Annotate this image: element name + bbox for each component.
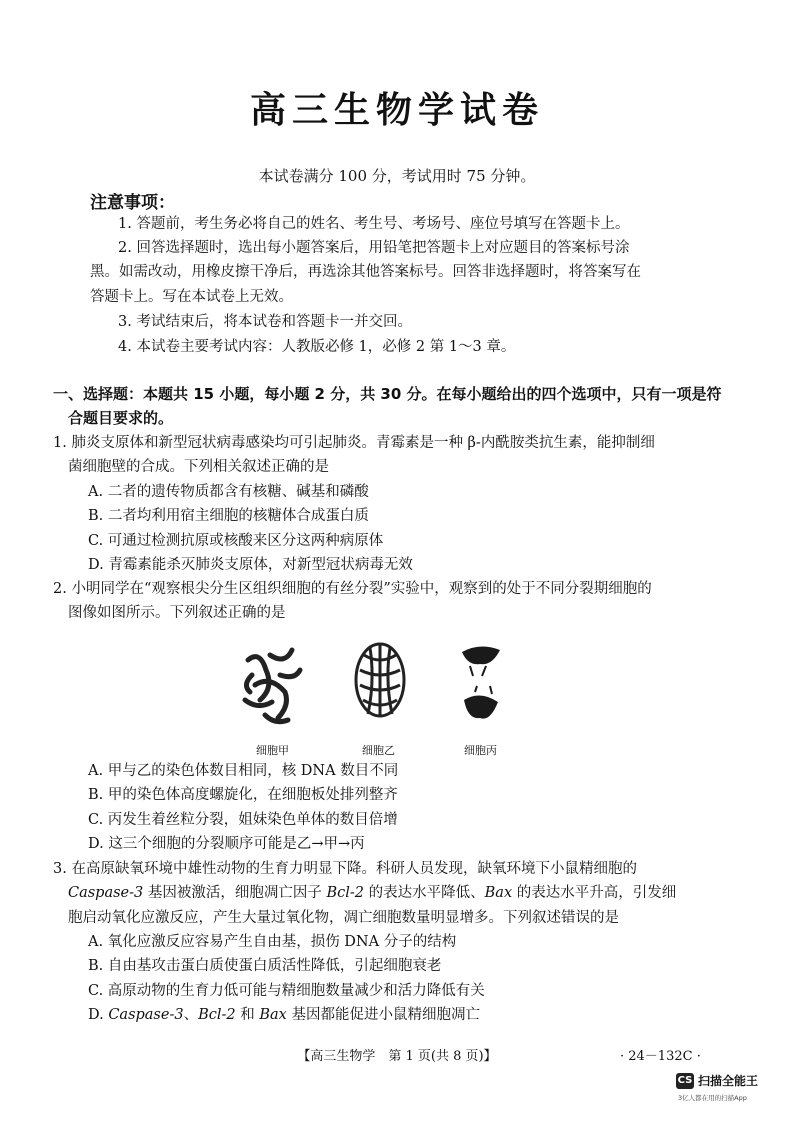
gene-bax: Bax bbox=[259, 1007, 287, 1023]
question-1-option-c: C. 可通过检测抗原或核酸来区分这两种病原体 bbox=[88, 533, 384, 549]
gene-caspase3: Caspase-3 bbox=[108, 1007, 184, 1023]
stem-text: 基因被激活，细胞凋亡因子 bbox=[143, 885, 327, 901]
stem-text: 的表达水平降低、 bbox=[364, 885, 485, 901]
question-3-option-c: C. 高原动物的生育力低可能与精细胞数量减少和活力降低有关 bbox=[88, 983, 485, 999]
figure-label-jia: 细胞甲 bbox=[256, 744, 289, 757]
question-3-option-a: A. 氧化应激反应容易产生自由基，损伤 DNA 分子的结构 bbox=[88, 934, 457, 950]
option-text: 基因都能促进小鼠精细胞凋亡 bbox=[286, 1007, 480, 1023]
question-3-stem-cont2: 胞启动氧化应激反应，产生大量过氧化物，凋亡细胞数量明显增多。下列叙述错误的是 bbox=[68, 910, 619, 926]
section-heading: 一、选择题：本题共 15 小题，每小题 2 分，共 30 分。在每小题给出的四个选项中，只有一项是符 bbox=[53, 385, 722, 403]
question-2-stem-cont: 图像如图所示。下列叙述正确的是 bbox=[68, 605, 286, 621]
notice-line: 答题卡上。写在本试卷上无效。 bbox=[90, 289, 293, 305]
scanner-logo-icon: CS bbox=[676, 1073, 694, 1089]
question-1-option-a: A. 二者的遗传物质都含有核糖、碱基和磷酸 bbox=[88, 484, 369, 500]
figure-label-yi: 细胞乙 bbox=[362, 744, 395, 757]
figure-label-bing: 细胞丙 bbox=[464, 744, 497, 757]
question-1-stem: 1. 肺炎支原体和新型冠状病毒感染均可引起肺炎。青霉素是一种 β-内酰胺类抗生素，能抑制细 bbox=[53, 435, 655, 451]
page-footer: 【高三生物学 第 1 页(共 8 页)】 bbox=[297, 1049, 497, 1064]
gene-caspase3: Caspase-3 bbox=[68, 885, 144, 901]
question-3-stem-cont bbox=[68, 881, 676, 905]
scanner-tagline: 3亿人都在用的扫描App bbox=[678, 1094, 747, 1102]
notice-line: 2. 回答选择题时，选出每小题答案后，用铅笔把答题卡上对应题目的答案标号涂 bbox=[118, 240, 630, 256]
question-1-option-d: D. 青霉素能杀灭肺炎支原体，对新型冠状病毒无效 bbox=[88, 557, 413, 573]
exam-info: 本试卷满分 100 分，考试用时 75 分钟。 bbox=[258, 167, 536, 185]
separator: 、 bbox=[183, 1007, 199, 1023]
question-3-stem: 3. 在高原缺氧环境中雄性动物的生育力明显下降。科研人员发现，缺氧环境下小鼠精细胞的 bbox=[53, 861, 637, 877]
notice-line: 4. 本试卷主要考试内容：人教版必修 1，必修 2 第 1～3 章。 bbox=[118, 339, 516, 355]
gene-bcl2: Bcl-2 bbox=[198, 1007, 236, 1023]
question-2-stem: 2. 小明同学在“观察根尖分生区组织细胞的有丝分裂”实验中，观察到的处于不同分裂期细胞的 bbox=[53, 581, 652, 597]
question-2-option-c: C. 丙发生着丝粒分裂，姐妹染色单体的数目倍增 bbox=[88, 812, 398, 828]
stem-text: 的表达水平升高，引发细 bbox=[512, 885, 677, 901]
cell-figure bbox=[230, 630, 530, 740]
question-2-option-a: A. 甲与乙的染色体数目相同，核 DNA 数目不同 bbox=[88, 763, 399, 779]
question-2-option-d: D. 这三个细胞的分裂顺序可能是乙→甲→丙 bbox=[88, 836, 365, 852]
notice-line: 黑。如需改动，用橡皮擦干净后，再选涂其他答案标号。回答非选择题时，将答案写在 bbox=[90, 264, 641, 280]
cell-jia-image bbox=[245, 650, 300, 722]
section-heading-cont: 合题目要求的。 bbox=[68, 409, 174, 427]
page-title: 高三生物学试卷 bbox=[249, 90, 544, 131]
scanner-app-name: 扫描全能王 bbox=[698, 1074, 759, 1088]
gene-bax: Bax bbox=[484, 885, 513, 901]
question-3-option-b: B. 自由基攻击蛋白质使蛋白质活性降低，引起细胞衰老 bbox=[88, 958, 442, 974]
notice-line: 3. 考试结束后，将本试卷和答题卡一并交回。 bbox=[118, 314, 412, 330]
exam-code: · 24－132C · bbox=[620, 1049, 701, 1064]
notice-line: 1. 答题前，考生务必将自己的姓名、考生号、考场号、座位号填写在答题卡上。 bbox=[118, 216, 630, 232]
question-1-stem-cont: 菌细胞壁的合成。下列相关叙述正确的是 bbox=[68, 459, 329, 475]
cell-bing-image bbox=[462, 646, 500, 718]
question-3-option-d bbox=[88, 1003, 480, 1027]
cell-yi-image bbox=[356, 644, 404, 716]
gene-bcl2: Bcl-2 bbox=[326, 885, 365, 901]
option-letter: D. bbox=[88, 1007, 109, 1023]
question-2-option-b: B. 甲的染色体高度螺旋化，在细胞板处排列整齐 bbox=[88, 787, 398, 803]
conjunction: 和 bbox=[235, 1007, 260, 1023]
notice-heading: 注意事项： bbox=[90, 193, 175, 213]
question-1-option-b: B. 二者均利用宿主细胞的核糖体合成蛋白质 bbox=[88, 508, 369, 524]
